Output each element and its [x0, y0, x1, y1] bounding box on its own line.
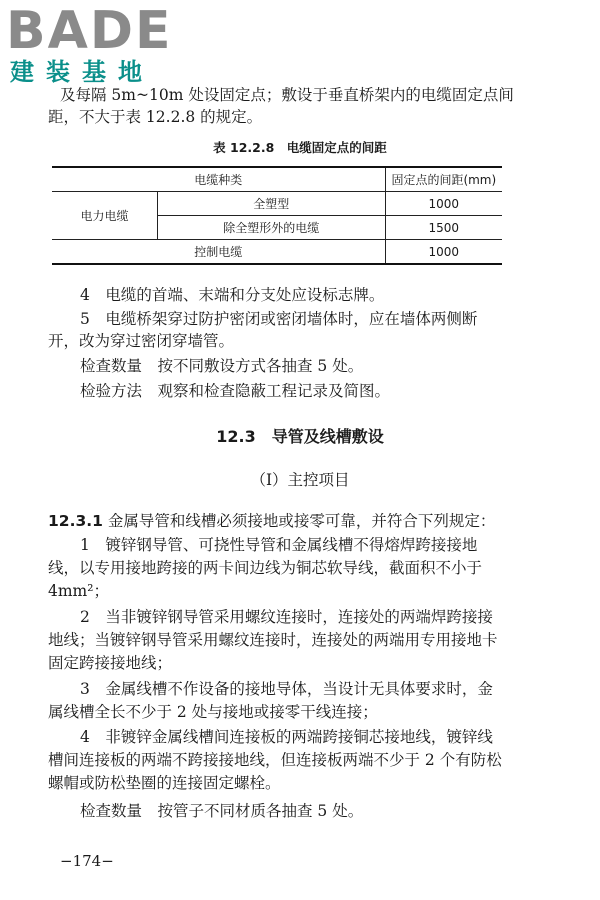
intro-line-1: 及每隔 5m~10m 处设固定点；敷设于垂直桥架内的电缆固定点间 [60, 86, 514, 104]
intro-paragraph [48, 84, 514, 128]
table-row [52, 192, 502, 216]
cable-fixing-table [52, 166, 502, 265]
table-caption: 表 12.2.8 电缆固定点的间距 [213, 140, 387, 155]
clause-item-2: 2 当非镀锌钢导管采用螺纹连接时，连接处的两端焊跨接接地线；当镀锌钢导管采用螺纹连接时，连接处的两端用专用接地卡固定跨接接地线； [48, 608, 498, 672]
page-number: −174− [60, 852, 114, 870]
logo-brand: BADE [6, 1, 173, 61]
cell-value: 1500 [385, 216, 502, 240]
clause-number: 12.3.1 [48, 512, 103, 530]
check-quantity: 检查数量 按不同敷设方式各抽查 5 处。 [80, 357, 364, 375]
logo-subtitle: 建装基地 [10, 58, 154, 86]
table-row [52, 240, 502, 265]
table-header-row [52, 167, 502, 192]
section-heading: 12.3 导管及线槽敷设 [216, 427, 384, 446]
cell-value: 1000 [385, 240, 502, 265]
item-5-line-2: 开，改为穿过密闭穿墙管。 [48, 332, 235, 350]
group-power-cable: 电力电缆 [52, 192, 158, 240]
clause-item-3: 3 金属线槽不作设备的接地导体，当设计无具体要求时，金属线槽全长不少于 2 处与接地或接零干线连接； [48, 680, 493, 721]
cell-type: 控制电缆 [52, 240, 385, 265]
clause-item-4: 4 非镀锌金属线槽间连接板的两端跨接铜芯接地线，镀锌线槽间连接板的两端不跨接接地线，但连接板两端不少于 2 个有防松螺帽或防松垫圈的连接固定螺栓。 [48, 728, 502, 792]
clause-item-1: 1 镀锌钢导管、可挠性导管和金属线槽不得熔焊跨接接地线，以专用接地跨接的两卡间边线为铜芯软导线，截面积不小于 4mm²； [48, 536, 483, 600]
clause-text: 金属导管和线槽必须接地或接零可靠，并符合下列规定： [107, 512, 496, 530]
subsection-heading: （Ⅰ）主控项目 [250, 471, 350, 489]
check-method: 检验方法 观察和检查隐蔽工程记录及简图。 [80, 382, 391, 400]
item-5-line-1: 5 电缆桥架穿过防护密闭或密闭墙体时，应在墙体两侧断 [80, 310, 478, 328]
check-quantity-2: 检查数量 按管子不同材质各抽查 5 处。 [80, 802, 364, 820]
intro-line-2: 距，不大于表 12.2.8 的规定。 [48, 108, 263, 126]
watermark-logo [6, 1, 173, 86]
item-4: 4 电缆的首端、末端和分支处应设标志牌。 [80, 286, 385, 304]
cell-value: 1000 [385, 192, 502, 216]
cell-type: 全塑型 [158, 192, 386, 216]
header-spacing: 固定点的间距(mm) [385, 167, 502, 192]
clause-12-3-1 [48, 510, 495, 532]
header-cable-type: 电缆种类 [52, 167, 385, 192]
cell-type: 除全塑形外的电缆 [158, 216, 386, 240]
